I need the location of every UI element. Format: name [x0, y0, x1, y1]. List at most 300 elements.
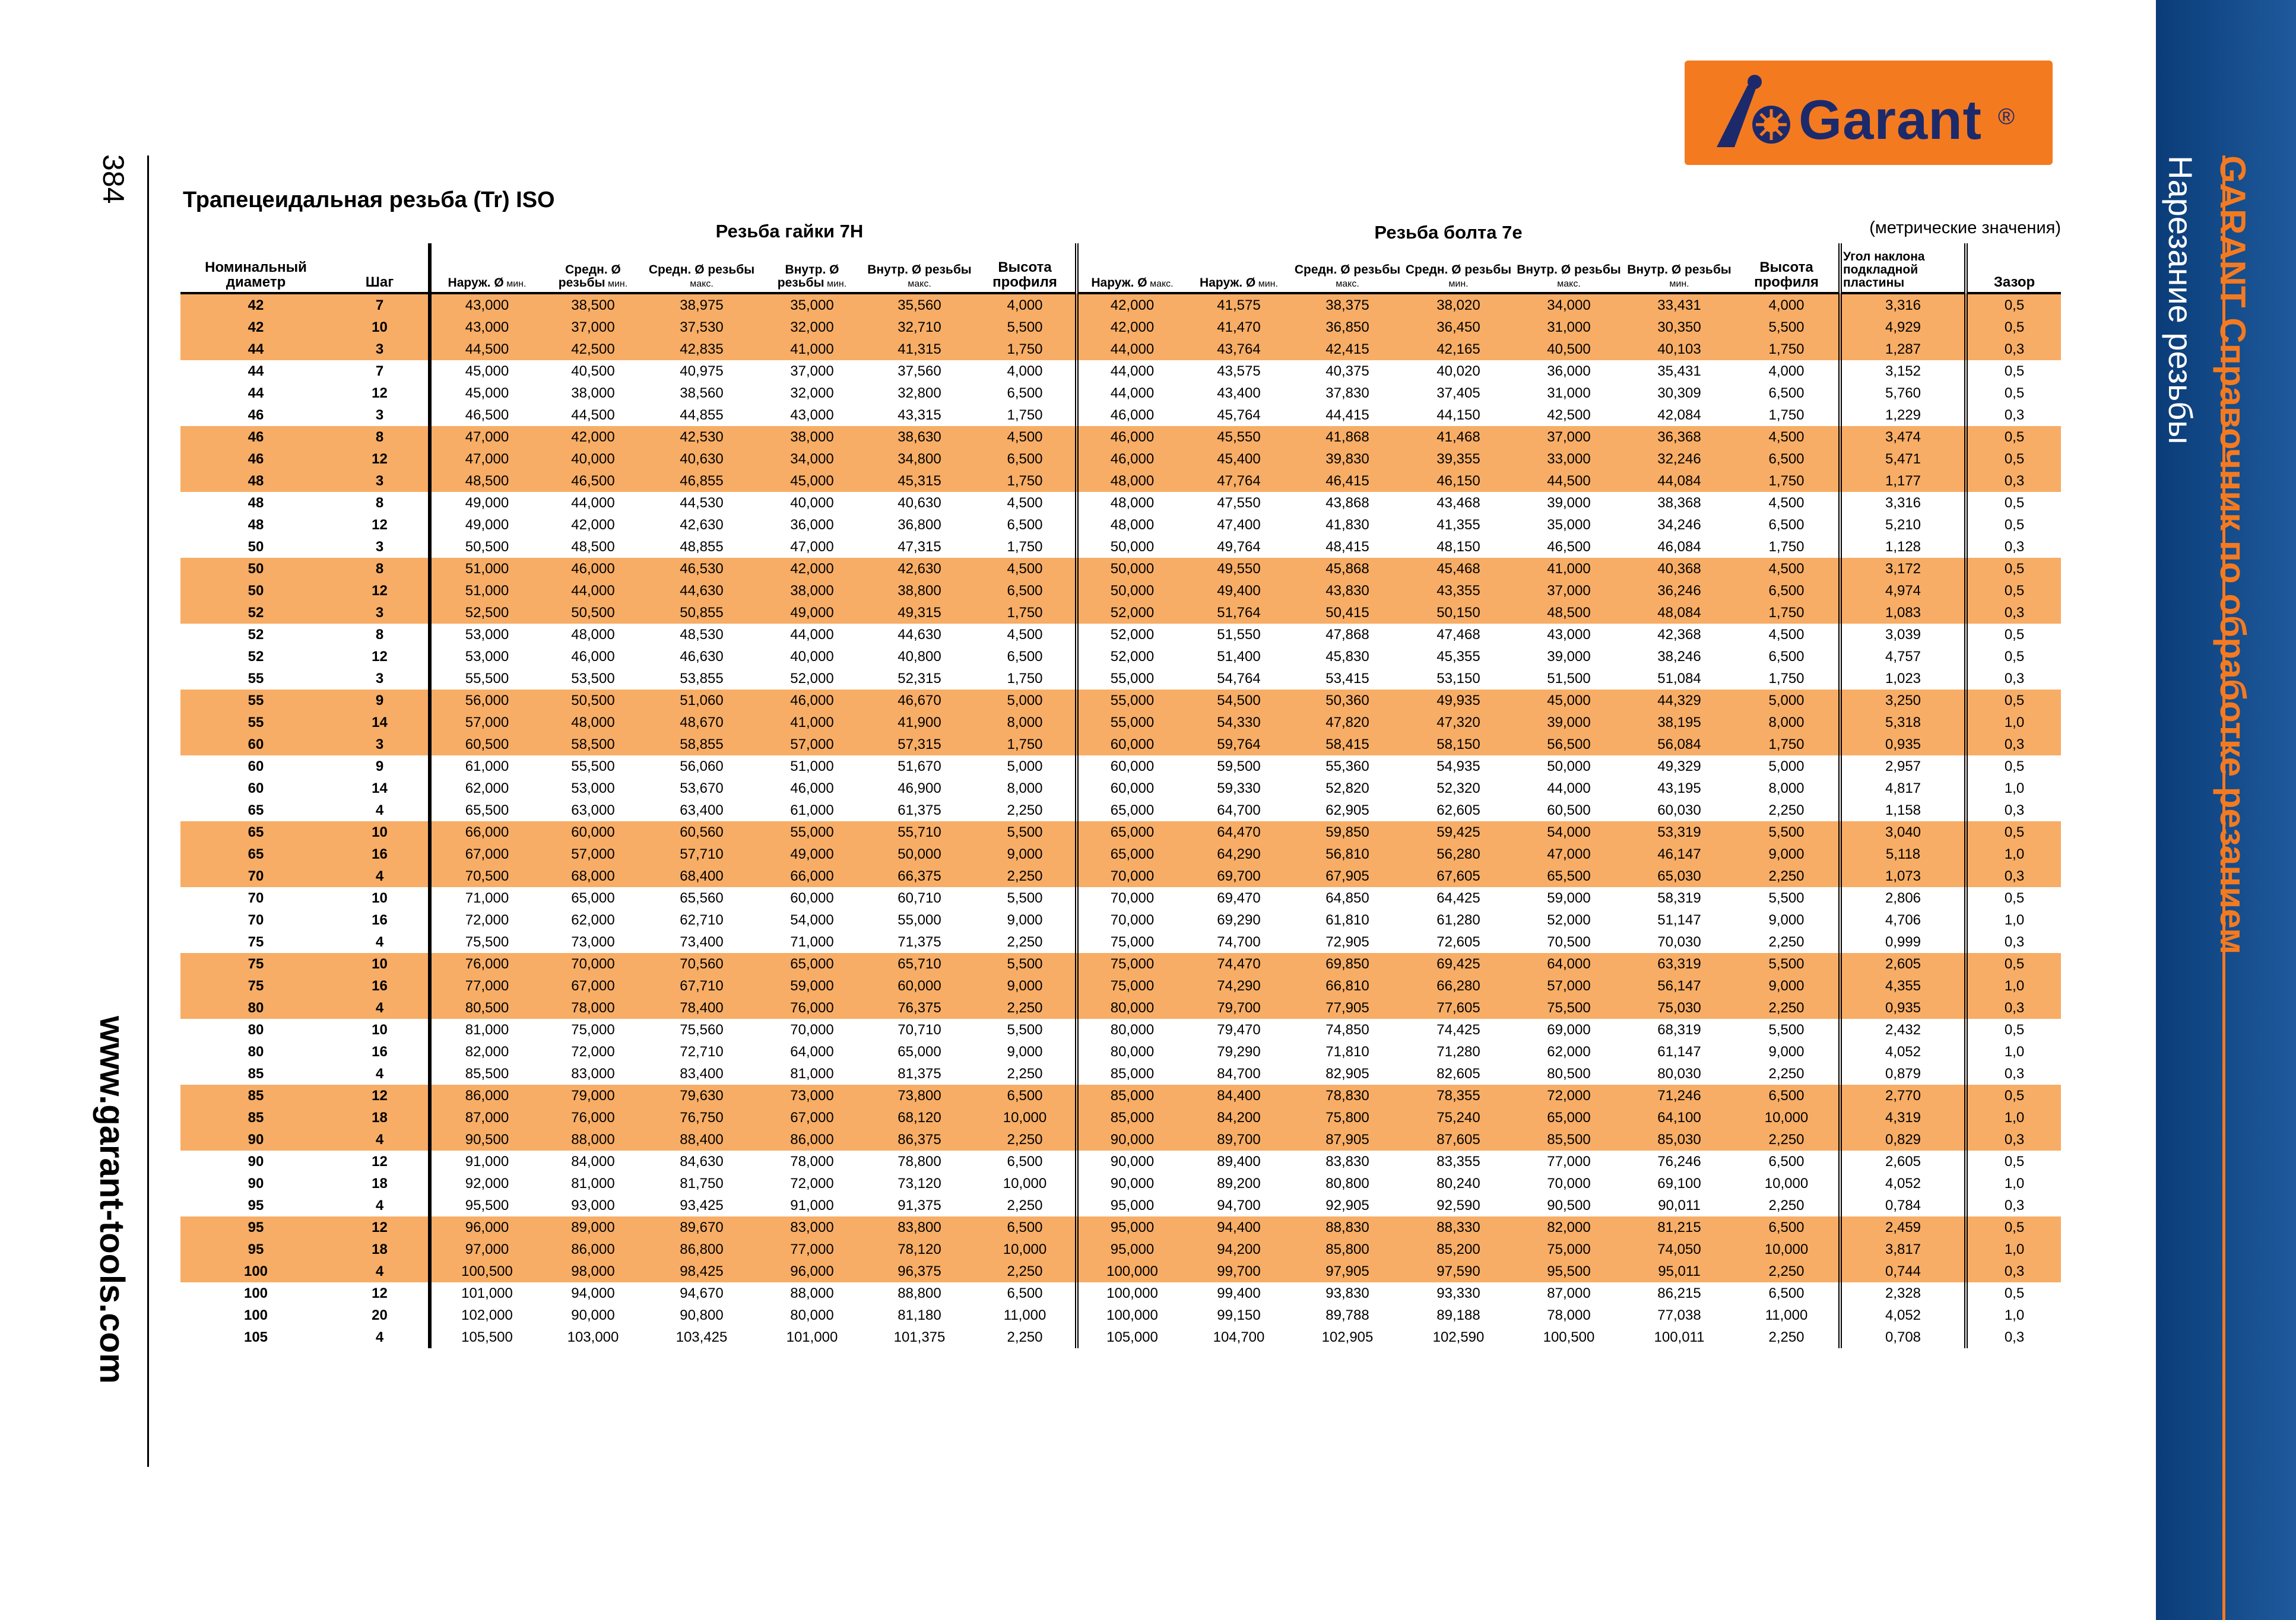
table-cell: 52,000 [1077, 624, 1186, 646]
table-cell: 52 [248, 648, 264, 665]
table-cell: 52,000 [1077, 646, 1186, 668]
table-cell: 46 [180, 448, 331, 470]
table-cell: 0,3 [1966, 1326, 2061, 1348]
table-cell: 93,830 [1325, 1285, 1369, 1301]
table-header-row [180, 243, 2061, 293]
table-cell: 1,287 [1840, 338, 1966, 360]
table-cell: 72,605 [1436, 933, 1480, 950]
table-cell: 44 [248, 363, 264, 379]
table-cell: 10 [372, 1021, 388, 1038]
table-cell: 102,590 [1432, 1329, 1485, 1345]
table-cell: 34,800 [864, 448, 975, 470]
column-header-sub: мин. [605, 278, 628, 289]
table-cell: 68,000 [543, 865, 643, 887]
table-cell: 10,000 [975, 1238, 1077, 1260]
table-cell: 36,450 [1403, 316, 1514, 338]
table-cell: 48 [180, 470, 331, 492]
table-cell: 87,605 [1403, 1129, 1514, 1151]
sidebar-title: GARANT Справочник по обработке резанием [2213, 155, 2253, 955]
table-cell: 79,000 [543, 1085, 643, 1107]
table-cell: 44,630 [898, 626, 941, 643]
table-cell: 45,764 [1217, 406, 1261, 423]
table-cell: 84,630 [680, 1153, 724, 1170]
table-cell: 6,500 [1768, 648, 1805, 665]
table-cell: 74,425 [1436, 1021, 1480, 1038]
table-cell: 57,000 [760, 733, 864, 755]
column-header [331, 243, 430, 293]
table-cell: 12 [331, 1216, 430, 1238]
table-cell: 95 [180, 1216, 331, 1238]
table-cell: 44,329 [1624, 690, 1734, 711]
table-cell: 0,5 [1966, 382, 2061, 404]
table-cell: 70,000 [1077, 909, 1186, 931]
table-cell: 6,500 [1734, 1216, 1840, 1238]
table-cell: 58,319 [1657, 890, 1701, 906]
table-cell: 65,000 [1514, 1107, 1624, 1129]
table-cell: 39,830 [1292, 448, 1403, 470]
table-cell: 46,000 [543, 558, 643, 580]
table-cell: 69,100 [1657, 1175, 1701, 1192]
table-cell: 44,500 [1514, 470, 1624, 492]
table-cell: 51,550 [1217, 626, 1261, 643]
table-cell: 3,817 [1840, 1238, 1966, 1260]
table-cell: 6,500 [975, 1216, 1077, 1238]
table-row [180, 1107, 2061, 1129]
column-header [1734, 243, 1840, 293]
table-cell: 4,000 [1007, 363, 1043, 379]
table-cell: 65 [180, 821, 331, 843]
table-cell: 1,750 [1007, 406, 1043, 423]
table-cell: 69,000 [1547, 1021, 1591, 1038]
table-cell: 53,150 [1436, 670, 1480, 687]
table-cell: 6,500 [1768, 1285, 1805, 1301]
table-row [180, 909, 2061, 931]
table-cell: 41,575 [1186, 293, 1292, 316]
table-cell: 38,000 [760, 580, 864, 602]
table-cell: 90,500 [1547, 1197, 1591, 1214]
table-cell: 44,855 [680, 406, 724, 423]
table-cell: 6,500 [1768, 1153, 1805, 1170]
table-cell: 49,000 [760, 602, 864, 624]
table-cell: 72,905 [1325, 933, 1369, 950]
table-cell: 46,500 [543, 470, 643, 492]
table-cell: 50,000 [1077, 580, 1186, 602]
table-cell: 83,000 [760, 1216, 864, 1238]
table-cell: 41,470 [1186, 316, 1292, 338]
table-cell: 90,011 [1658, 1197, 1701, 1214]
column-header-label: Шаг [365, 274, 394, 290]
table-cell: 2,957 [1840, 755, 1966, 777]
table-cell: 37,000 [790, 363, 834, 379]
table-cell: 14 [372, 780, 388, 796]
table-cell: 55,000 [1077, 711, 1186, 733]
table-cell: 2,250 [1007, 802, 1043, 818]
column-header [1514, 243, 1624, 293]
table-cell: 4,500 [1734, 426, 1840, 448]
table-cell: 75,000 [1077, 975, 1186, 997]
table-cell: 57,710 [643, 843, 760, 865]
table-cell: 46,084 [1657, 538, 1701, 555]
table-cell: 85,000 [1077, 1085, 1186, 1107]
table-cell: 97,590 [1403, 1260, 1514, 1282]
table-cell: 45,000 [760, 470, 864, 492]
table-cell: 2,250 [1768, 1329, 1805, 1345]
table-cell: 67,000 [430, 843, 543, 865]
table-cell: 60,560 [643, 821, 760, 843]
table-cell: 0,3 [1966, 404, 2061, 426]
table-cell: 55,000 [1077, 668, 1186, 690]
table-cell: 69,850 [1292, 953, 1403, 975]
table-cell: 95 [248, 1197, 264, 1214]
table-cell: 37,560 [898, 363, 941, 379]
table-cell: 98,425 [643, 1260, 760, 1282]
table-cell: 68,319 [1657, 1021, 1701, 1038]
table-cell: 36,368 [1624, 426, 1734, 448]
table-cell: 1,0 [1966, 843, 2061, 865]
table-cell: 48,000 [1077, 470, 1186, 492]
table-cell: 60,000 [1077, 755, 1186, 777]
table-cell: 85,500 [430, 1063, 543, 1085]
table-cell: 101,375 [893, 1329, 946, 1345]
table-cell: 44,000 [1077, 360, 1186, 382]
table-cell: 6,500 [1007, 1153, 1043, 1170]
table-cell: 76,000 [760, 997, 864, 1019]
table-cell: 82,000 [430, 1041, 543, 1063]
thread-table [180, 243, 2061, 1348]
table-cell: 12 [331, 1085, 430, 1107]
table-cell: 5,500 [975, 821, 1077, 843]
table-cell: 55,710 [864, 821, 975, 843]
table-cell: 89,788 [1325, 1307, 1369, 1323]
table-cell: 70 [248, 890, 264, 906]
table-cell: 9,000 [1734, 975, 1840, 997]
table-cell: 5,500 [1768, 890, 1805, 906]
table-cell: 47,000 [430, 426, 543, 448]
table-cell: 37,830 [1325, 385, 1369, 401]
table-cell: 5,000 [1007, 758, 1043, 774]
table-cell: 95,500 [430, 1195, 543, 1216]
table-cell: 47,000 [790, 538, 834, 555]
table-cell: 85,000 [1077, 1063, 1186, 1085]
table-cell: 0,999 [1840, 931, 1966, 953]
table-cell: 4,052 [1840, 1304, 1966, 1326]
table-cell: 75,000 [571, 1021, 615, 1038]
table-cell: 18 [331, 1107, 430, 1129]
table-cell: 94,200 [1186, 1238, 1292, 1260]
table-row [180, 975, 2061, 997]
table-cell: 61,810 [1325, 911, 1369, 928]
table-cell: 78,800 [898, 1153, 941, 1170]
table-row [180, 1129, 2061, 1151]
table-cell: 40,500 [571, 363, 615, 379]
table-cell: 35,000 [1547, 516, 1591, 533]
table-cell: 34,000 [760, 448, 864, 470]
table-cell: 16 [331, 975, 430, 997]
table-cell: 90 [248, 1153, 264, 1170]
table-cell: 74,700 [1217, 933, 1261, 950]
table-cell: 6,500 [975, 580, 1077, 602]
table-cell: 52,000 [790, 670, 834, 687]
table-cell: 5,500 [1734, 821, 1840, 843]
table-cell: 47,000 [430, 448, 543, 470]
column-header-label: Наруж. Ø [448, 275, 504, 290]
table-cell: 47,820 [1292, 711, 1403, 733]
table-cell: 88,400 [643, 1129, 760, 1151]
table-cell: 96,000 [430, 1216, 543, 1238]
table-cell: 0,5 [1966, 624, 2061, 646]
table-cell: 50,415 [1292, 602, 1403, 624]
table-cell: 58,150 [1403, 733, 1514, 755]
table-cell: 58,855 [643, 733, 760, 755]
table-cell: 1,0 [1966, 1304, 2061, 1326]
table-cell: 80,240 [1436, 1175, 1480, 1192]
table-cell: 39,000 [1547, 648, 1591, 665]
table-cell: 0,3 [1966, 1063, 2061, 1085]
table-cell: 55,000 [1077, 690, 1186, 711]
table-cell: 30,350 [1624, 316, 1734, 338]
table-cell: 11,000 [1003, 1307, 1046, 1323]
table-cell: 75 [180, 975, 331, 997]
table-cell: 78,000 [1547, 1307, 1591, 1323]
table-cell: 44 [180, 338, 331, 360]
table-cell: 74,290 [1186, 975, 1292, 997]
table-cell: 72,000 [790, 1175, 834, 1192]
table-cell: 37,405 [1436, 385, 1480, 401]
table-cell: 74,470 [1186, 953, 1292, 975]
table-cell: 58,500 [543, 733, 643, 755]
table-cell: 93,425 [680, 1197, 724, 1214]
table-cell: 60,000 [790, 890, 834, 906]
table-cell: 0,3 [1966, 733, 2061, 755]
table-cell: 0,5 [1966, 690, 2061, 711]
table-cell: 6,500 [1007, 648, 1043, 665]
table-cell: 10,000 [1003, 1175, 1047, 1192]
table-cell: 55,000 [898, 911, 941, 928]
table-cell: 49,400 [1186, 580, 1292, 602]
table-cell: 37,530 [643, 316, 760, 338]
table-cell: 56,280 [1403, 843, 1514, 865]
table-cell: 10 [331, 821, 430, 843]
table-cell: 49,550 [1186, 558, 1292, 580]
table-cell: 69,700 [1186, 865, 1292, 887]
table-cell: 72,000 [571, 1043, 615, 1060]
table-row [180, 1260, 2061, 1282]
table-cell: 86,000 [430, 1085, 543, 1107]
table-row [180, 1151, 2061, 1173]
table-cell: 42,500 [1547, 406, 1591, 423]
table-cell: 43,195 [1657, 780, 1701, 796]
table-cell: 2,250 [975, 1129, 1077, 1151]
table-cell: 61,375 [898, 802, 941, 818]
table-cell: 49,935 [1403, 690, 1514, 711]
table-cell: 42,630 [680, 516, 724, 533]
table-cell: 2,328 [1840, 1282, 1966, 1304]
table-cell: 5,500 [1734, 316, 1840, 338]
table-cell: 4 [375, 1329, 384, 1345]
table-cell: 61,000 [430, 755, 543, 777]
table-cell: 0,5 [1966, 514, 2061, 536]
table-cell: 100,000 [1077, 1282, 1186, 1304]
table-cell: 1,750 [1734, 602, 1840, 624]
table-cell: 78,000 [790, 1153, 834, 1170]
column-header [1966, 243, 2061, 293]
column-header-sub: мин. [824, 278, 847, 289]
left-margin-line [147, 155, 149, 1467]
table-cell: 77,000 [430, 975, 543, 997]
table-cell: 3 [331, 602, 430, 624]
table-cell: 0,3 [1966, 470, 2061, 492]
table-cell: 1,229 [1840, 404, 1966, 426]
table-row [180, 1085, 2061, 1107]
column-header [864, 243, 975, 293]
table-cell: 1,750 [1768, 670, 1805, 687]
table-cell: 5,500 [1007, 890, 1043, 906]
table-cell: 66,000 [430, 821, 543, 843]
table-cell: 45,830 [1325, 648, 1369, 665]
table-cell: 80,500 [1547, 1065, 1591, 1082]
table-row [180, 558, 2061, 580]
table-cell: 80 [248, 1043, 264, 1060]
table-cell: 0,829 [1840, 1129, 1966, 1151]
table-cell: 55,360 [1325, 758, 1369, 774]
table-cell: 64,100 [1624, 1107, 1734, 1129]
table-cell: 64,290 [1186, 843, 1292, 865]
table-cell: 82,000 [1514, 1216, 1624, 1238]
table-cell: 43,868 [1325, 494, 1369, 511]
table-row [180, 426, 2061, 448]
table-cell: 51,060 [643, 690, 760, 711]
table-row [180, 624, 2061, 646]
units-note: (метрические значения) [1869, 218, 2061, 237]
table-row [180, 646, 2061, 668]
table-cell: 51,670 [898, 758, 941, 774]
table-cell: 48 [248, 494, 264, 511]
table-cell: 42,630 [864, 558, 975, 580]
column-header [1840, 243, 1966, 293]
table-cell: 50,500 [543, 690, 643, 711]
table-cell: 1,0 [1966, 711, 2061, 733]
table-cell: 2,250 [1007, 1197, 1043, 1214]
table-cell: 52,315 [898, 670, 941, 687]
table-cell: 59,000 [760, 975, 864, 997]
table-cell: 72,000 [1514, 1085, 1624, 1107]
table-cell: 57,000 [543, 843, 643, 865]
table-cell: 10,000 [975, 1107, 1077, 1129]
table-cell: 5,500 [975, 953, 1077, 975]
table-cell: 40,020 [1436, 363, 1480, 379]
table-cell: 60,000 [864, 975, 975, 997]
logo-text: Garant [1799, 88, 1982, 151]
table-cell: 32,246 [1624, 448, 1734, 470]
table-cell: 95,011 [1624, 1260, 1734, 1282]
table-cell: 38,630 [864, 426, 975, 448]
table-cell: 47,550 [1217, 494, 1261, 511]
table-cell: 0,5 [1966, 558, 2061, 580]
table-cell: 33,000 [1514, 448, 1624, 470]
table-cell: 1,0 [1966, 1173, 2061, 1195]
table-cell: 3,316 [1840, 293, 1966, 316]
table-row [180, 382, 2061, 404]
table-cell: 1,750 [1734, 733, 1840, 755]
table-cell: 2,605 [1840, 1151, 1966, 1173]
table-cell: 46,670 [864, 690, 975, 711]
garant-logo-icon [1713, 74, 1796, 151]
table-cell: 66,810 [1292, 975, 1403, 997]
table-cell: 50,500 [430, 536, 543, 558]
table-cell: 59,850 [1292, 821, 1403, 843]
table-cell: 70,000 [1547, 1175, 1591, 1192]
table-cell: 32,710 [864, 316, 975, 338]
table-cell: 0,5 [1966, 1282, 2061, 1304]
table-cell: 0,3 [1966, 865, 2061, 887]
table-cell: 69,470 [1217, 890, 1261, 906]
table-cell: 40,975 [680, 363, 724, 379]
table-cell: 42,084 [1657, 406, 1701, 423]
logo-registered-mark: ® [1998, 104, 2015, 129]
table-cell: 48,000 [571, 626, 615, 643]
table-cell: 45,000 [430, 360, 543, 382]
table-cell: 53,670 [680, 780, 724, 796]
table-cell: 86,375 [864, 1129, 975, 1151]
table-cell: 5,118 [1840, 843, 1966, 865]
column-header-label: Средн. Ø резьбы [558, 262, 621, 290]
table-cell: 8 [331, 558, 430, 580]
table-cell: 52 [248, 626, 264, 643]
table-cell: 75,800 [1292, 1107, 1403, 1129]
table-cell: 49,000 [430, 492, 543, 514]
table-cell: 36,800 [898, 516, 941, 533]
table-cell: 84,200 [1186, 1107, 1292, 1129]
table-cell: 68,120 [864, 1107, 975, 1129]
column-header-label: Внутр. Ø резьбы [867, 262, 972, 277]
table-cell: 1,0 [1966, 777, 2061, 799]
table-cell: 70,500 [1547, 933, 1591, 950]
table-cell: 64,000 [790, 1043, 834, 1060]
table-cell: 62,905 [1325, 802, 1369, 818]
table-cell: 2,250 [1734, 865, 1840, 887]
column-header [760, 243, 864, 293]
table-cell: 45,000 [430, 382, 543, 404]
table-cell: 62,710 [680, 911, 724, 928]
table-cell: 48,855 [680, 538, 724, 555]
table-cell: 68,400 [643, 865, 760, 887]
table-cell: 44,415 [1325, 406, 1369, 423]
table-cell: 55 [180, 690, 331, 711]
table-cell: 53,000 [571, 780, 615, 796]
table-cell: 64,700 [1217, 802, 1261, 818]
table-cell: 50 [180, 580, 331, 602]
table-cell: 53,855 [680, 670, 724, 687]
table-row [180, 580, 2061, 602]
column-header-label: Наруж. Ø [1200, 275, 1256, 290]
table-cell: 2,770 [1840, 1085, 1966, 1107]
table-cell: 75,000 [1077, 953, 1186, 975]
table-cell: 0,935 [1840, 997, 1966, 1019]
table-cell: 50 [180, 558, 331, 580]
table-cell: 4,500 [1768, 494, 1805, 511]
table-cell: 38,368 [1657, 494, 1701, 511]
table-cell: 55 [180, 711, 331, 733]
table-cell: 38,000 [760, 426, 864, 448]
table-cell: 32,800 [898, 385, 941, 401]
table-cell: 9,000 [1007, 1043, 1043, 1060]
table-cell: 1,750 [975, 602, 1077, 624]
table-cell: 94,400 [1186, 1216, 1292, 1238]
column-header [1624, 243, 1734, 293]
column-header-label: Наруж. Ø [1091, 275, 1147, 290]
table-cell: 43,830 [1292, 580, 1403, 602]
table-cell: 3 [375, 406, 384, 423]
